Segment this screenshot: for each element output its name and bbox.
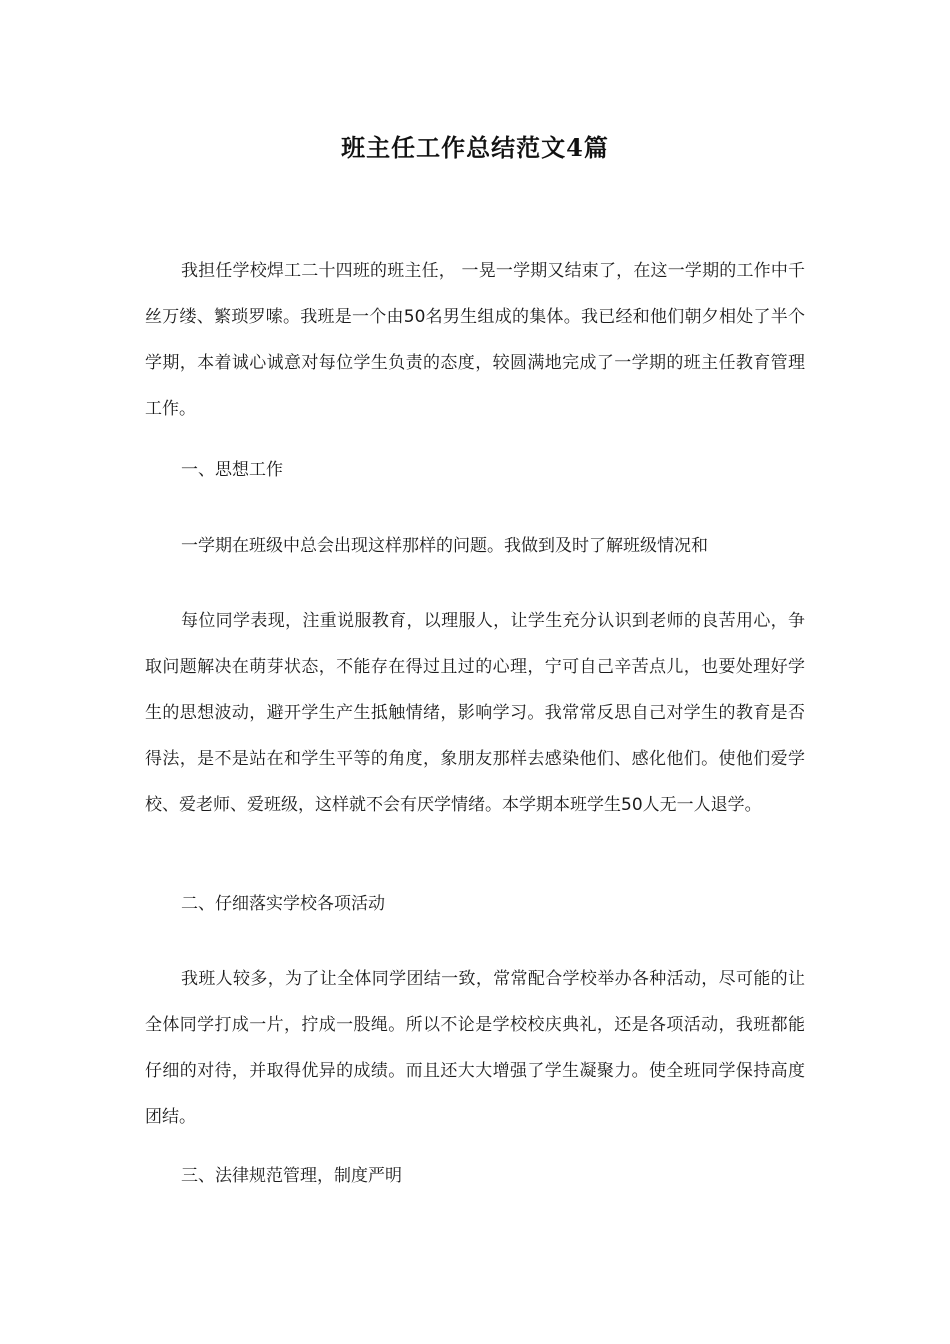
section-heading-2: 二、仔细落实学校各项活动 [181,894,385,914]
section2-paragraph: 我班人较多，为了让全体同学团结一致，常常配合学校举办各种活动，尽可能的让全体同学打成一片，拧成一股绳。所以不论是学校校庆典礼，还是各项活动，我班都能仔细的对待，并取得优异的成绩。而且还大大增强了学生凝聚力。使全班同学保持高度团结。 [145,969,805,1127]
document-title: 班主任工作总结范文4篇 [341,133,609,162]
section1-paragraph-2: 每位同学表现，注重说服教育，以理服人，让学生充分认识到老师的良苦用心，争取问题解决在萌芽状态，不能存在得过且过的心理，宁可自己辛苦点儿，也要处理好学生的思想波动，避开学生产生抵触情绪，影响学习。我常常反思自己对学生的教育是否得法，是不是站在和学生平等的角度，象朋友那样去感染他们、感化他们。使他们爱学校、爱老师、爱班级，这样就不会有厌学情绪。本学期本班学生50人无一人退学。 [145,611,805,815]
intro-paragraph: 我担任学校焊工二十四班的班主任， 一晃一学期又结束了，在这一学期的工作中千丝万缕、繁琐罗嗦。我班是一个由50名男生组成的集体。我已经和他们朝夕相处了半个学期，本着诚心诚意对每位学生负责的态度，较圆满地完成了一学期的班主任教育管理工作。 [145,261,805,419]
section-heading-1: 一、思想工作 [181,460,283,480]
section-heading-3: 三、法律规范管理，制度严明 [181,1166,402,1186]
section1-paragraph-1: 一学期在班级中总会出现这样那样的问题。我做到及时了解班级情况和 [181,536,708,556]
